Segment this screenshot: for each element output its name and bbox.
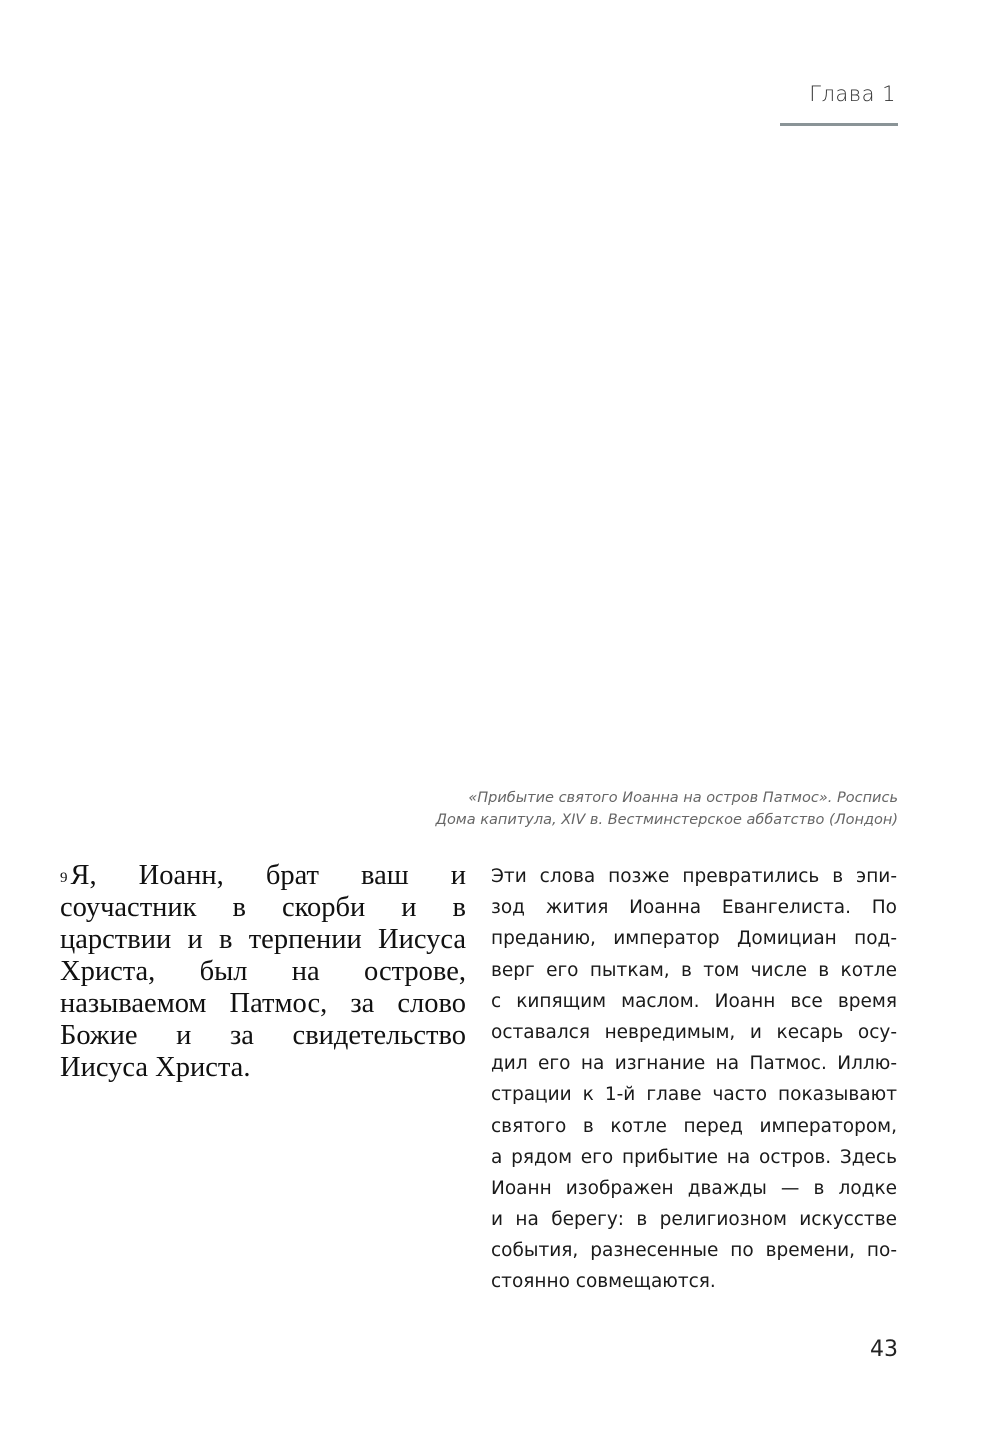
commentary-line: Иоанн изображен дважды — в лодке: [491, 1177, 897, 1199]
commentary-line: зод жития Иоанна Евангелиста. По: [491, 897, 897, 919]
commentary-line: страции к 1-й главе часто показывают: [491, 1084, 897, 1106]
caption-line: «Прибытие святого Иоанна на остров Патмос». Роспись: [468, 790, 898, 806]
commentary-line: стоянно совмещаются.: [491, 1271, 716, 1293]
caption-line: Дома капитула, XIV в. Вестминстерское аббатство (Лондон): [435, 812, 898, 828]
commentary-line: а рядом его прибытие на остров. Здесь: [491, 1146, 897, 1168]
header-rule: [780, 123, 898, 126]
commentary-line: и на берегу: в религиозном искусстве: [491, 1209, 897, 1231]
commentary-text: [491, 861, 897, 1298]
commentary-line: оставался невредимым, и кесарь осу-: [491, 1021, 897, 1043]
commentary-line: преданию, император Домициан под-: [491, 928, 897, 950]
commentary-line: дил его на изгнание на Патмос. Иллю-: [491, 1053, 897, 1075]
commentary-line: святого в котле перед императором,: [491, 1115, 897, 1137]
running-header: [809, 82, 898, 106]
scripture-verse: [60, 860, 466, 1084]
page-number: 43: [870, 1337, 898, 1362]
verse-text: Я, Иоанн, брат ваш и соучастник в скорби и в царствии и в терпении Иисуса Христа, был на острове, называемом Патмос, за слово Божие и за свидетельство Иисуса Христа.: [60, 860, 466, 1083]
commentary-line: верг его пыткам, в том числе в котле: [491, 959, 897, 981]
illustration-caption: [428, 787, 898, 831]
verse-number: 9: [60, 870, 68, 886]
commentary-line: события, разнесенные по времени, по-: [491, 1240, 897, 1262]
commentary-line: Эти слова позже превратились в эпи-: [491, 866, 897, 887]
chapter-label: Глава 1: [809, 82, 896, 106]
commentary-line: с кипящим маслом. Иоанн все время: [491, 990, 897, 1012]
